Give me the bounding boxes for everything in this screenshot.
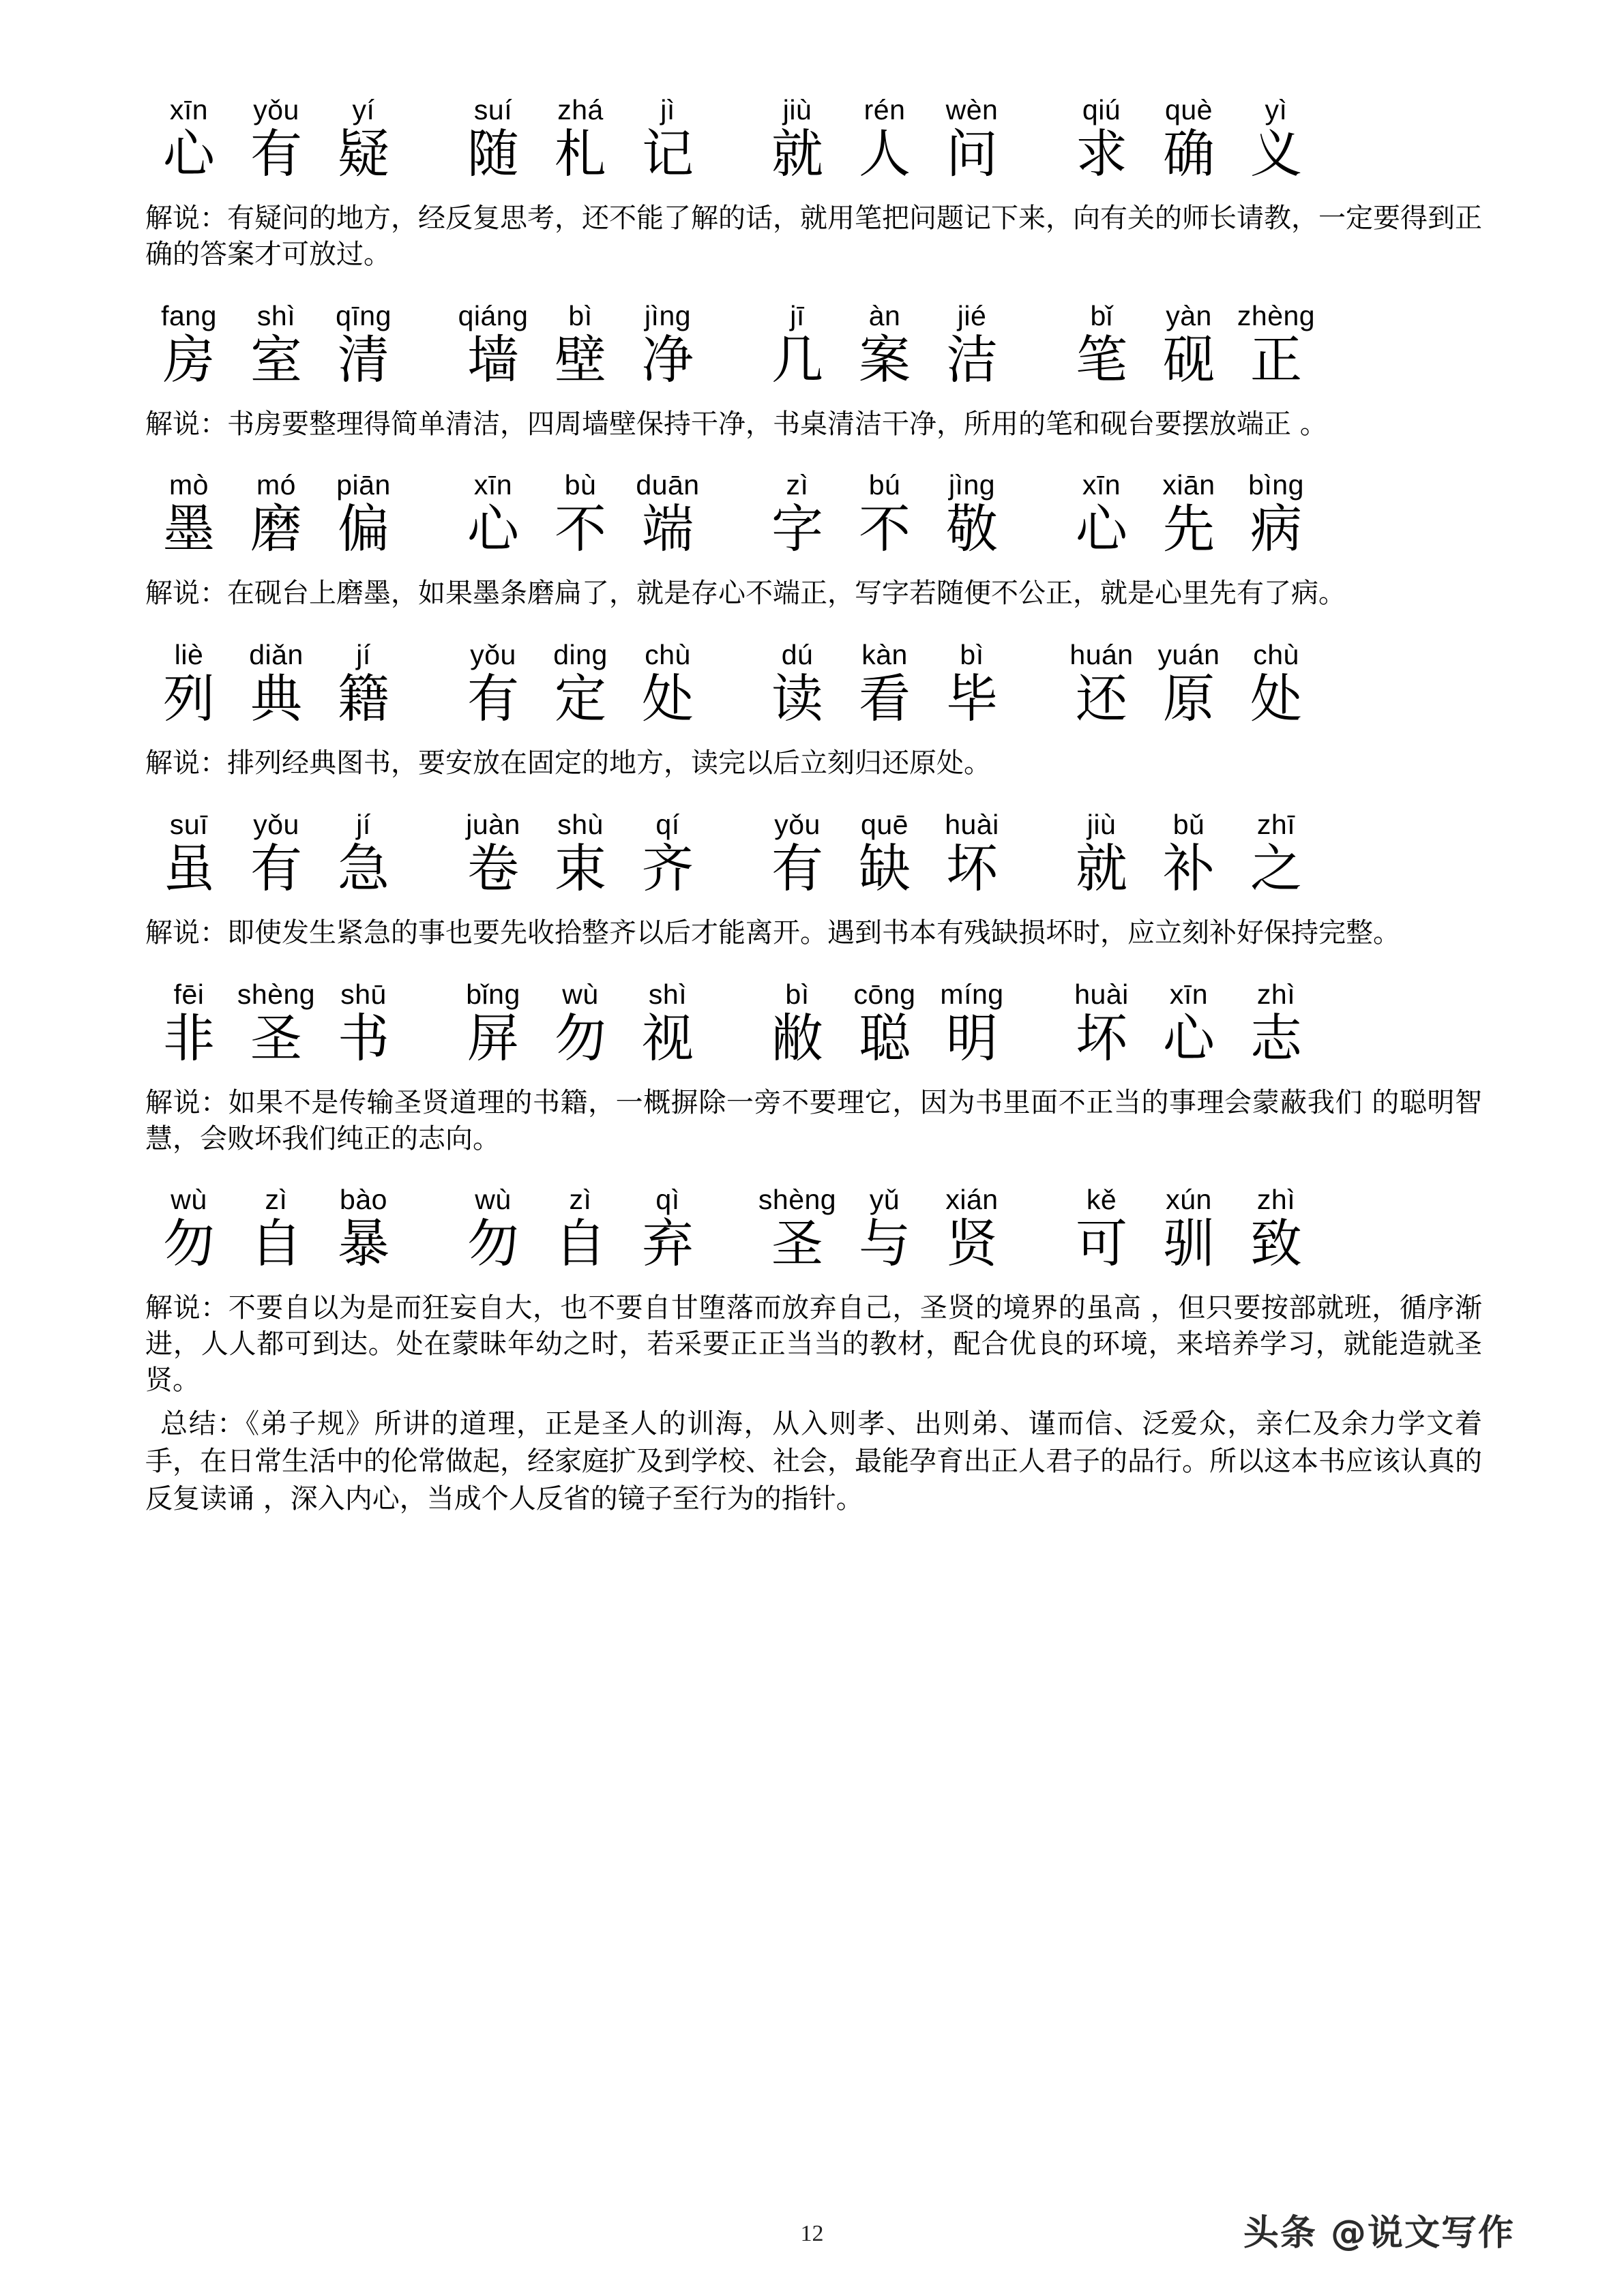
pinyin-syllable: bì xyxy=(960,639,984,671)
hanzi-row xyxy=(145,839,1482,914)
hanzi-phrase xyxy=(754,1214,1016,1273)
pinyin-syllable: bào xyxy=(340,1184,387,1216)
hanzi-character: 确 xyxy=(1163,123,1215,184)
pinyin-syllable: duān xyxy=(636,469,700,501)
hanzi-character: 勿 xyxy=(467,1213,519,1274)
pinyin-syllable: huài xyxy=(1074,978,1129,1010)
hanzi-row xyxy=(145,124,1482,199)
pinyin-syllable: àn xyxy=(868,299,901,331)
pinyin-row xyxy=(145,618,1482,669)
hanzi-phrase xyxy=(145,124,407,183)
pinyin-phrase xyxy=(449,641,711,669)
hanzi-character: 与 xyxy=(859,1213,911,1274)
pinyin-syllable: shì xyxy=(256,299,296,331)
pinyin-syllable: míng xyxy=(940,978,1004,1010)
pinyin-syllable: wù xyxy=(171,1184,207,1216)
page-number: 12 xyxy=(800,2221,824,2246)
pinyin-syllable: zì xyxy=(265,1184,288,1216)
pinyin-syllable: cōng xyxy=(853,978,916,1010)
chapter-summary: 总结：《弟子规》所讲的道理，正是圣人的训海，从入则孝、出则弟、谨而信、泛爱众，亲仁及余力学文着手，在日常生活中的伦常做起，经家庭扩及到学校、社会，最能孕育出正人君子的品行。所以这本书应该认真的反复读诵 ，深入内心，当成个人反省的镜子至行为的指针。 xyxy=(145,1407,1482,1515)
pinyin-syllable: fang xyxy=(161,299,217,331)
hanzi-phrase xyxy=(449,669,711,728)
hanzi-character: 列 xyxy=(163,668,215,730)
pinyin-syllable: jìng xyxy=(948,469,996,501)
pinyin-row xyxy=(145,788,1482,839)
pinyin-syllable: yì xyxy=(1265,94,1288,125)
hanzi-phrase xyxy=(145,1214,407,1273)
pinyin-syllable: jí xyxy=(356,808,371,840)
pinyin-phrase xyxy=(145,808,407,840)
pinyin-syllable: piān xyxy=(336,469,391,501)
pinyin-syllable: zì xyxy=(569,1184,592,1216)
hanzi-row xyxy=(145,1214,1482,1289)
hanzi-row xyxy=(145,1009,1482,1084)
pinyin-row xyxy=(145,74,1482,124)
verse-explanation: 解说：在砚台上磨墨，如果墨条磨扁了，就是存心不端正，写字若随便不公正，就是心里先有了病。 xyxy=(145,578,1346,610)
hanzi-phrase xyxy=(1058,839,1320,898)
pinyin-syllable: bǔ xyxy=(1172,808,1205,840)
hanzi-phrase xyxy=(145,330,407,389)
hanzi-character: 有 xyxy=(250,123,302,184)
hanzi-character: 心 xyxy=(163,123,215,184)
hanzi-character: 疑 xyxy=(338,123,389,184)
pinyin-syllable: qiáng xyxy=(458,299,529,331)
hanzi-character: 几 xyxy=(771,329,823,390)
hanzi-character: 明 xyxy=(946,1007,998,1069)
pinyin-syllable: rén xyxy=(863,94,906,125)
hanzi-character: 还 xyxy=(1076,668,1127,730)
pinyin-syllable: bù xyxy=(564,469,597,501)
hanzi-character: 案 xyxy=(859,329,911,390)
pinyin-phrase xyxy=(1058,471,1320,499)
hanzi-character: 坏 xyxy=(946,837,998,899)
hanzi-character: 心 xyxy=(1076,498,1127,560)
hanzi-character: 不 xyxy=(859,498,911,560)
hanzi-phrase xyxy=(1058,669,1320,728)
hanzi-character: 心 xyxy=(467,498,519,560)
hanzi-character: 端 xyxy=(642,498,694,560)
watermark: 头条 @说文写作 xyxy=(1243,2213,1515,2254)
pinyin-syllable: zì xyxy=(786,469,809,501)
pinyin-phrase xyxy=(449,299,711,331)
pinyin-syllable: shèng xyxy=(758,1184,837,1216)
pinyin-syllable: qīng xyxy=(336,299,392,331)
hanzi-character: 驯 xyxy=(1163,1213,1215,1274)
hanzi-character: 可 xyxy=(1076,1213,1127,1274)
pinyin-phrase xyxy=(754,471,1016,499)
pinyin-row xyxy=(145,958,1482,1009)
pinyin-syllable: bì xyxy=(568,299,593,331)
pinyin-phrase xyxy=(145,471,407,499)
pinyin-phrase xyxy=(449,471,711,499)
pinyin-syllable: kě xyxy=(1086,1184,1117,1216)
pinyin-phrase xyxy=(145,978,407,1010)
hanzi-character: 非 xyxy=(163,1007,215,1069)
hanzi-character: 勿 xyxy=(163,1213,215,1274)
hanzi-character: 之 xyxy=(1250,837,1302,899)
hanzi-character: 净 xyxy=(642,329,694,390)
pinyin-phrase xyxy=(754,641,1016,669)
hanzi-row xyxy=(145,499,1482,574)
hanzi-row xyxy=(145,330,1482,405)
hanzi-character: 读 xyxy=(771,668,823,730)
hanzi-character: 急 xyxy=(338,837,389,899)
verse-explanation: 解说：即使发生紧急的事也要先收拾整齐以后才能离开。遇到书本有残缺损坏时，应立刻补好保持完整。 xyxy=(145,916,1400,949)
hanzi-character: 圣 xyxy=(771,1213,823,1274)
pinyin-phrase xyxy=(754,978,1016,1010)
verse-explanation: 解说：书房要整理得简单清洁，四周墙壁保持干净，书桌清洁干净，所用的笔和砚台要摆放端正 。 xyxy=(145,408,1327,440)
hanzi-phrase xyxy=(1058,124,1320,183)
hanzi-character: 处 xyxy=(1250,668,1302,730)
pinyin-syllable: jí xyxy=(356,639,371,671)
hanzi-character: 墨 xyxy=(163,498,215,560)
hanzi-row xyxy=(145,669,1482,744)
hanzi-phrase xyxy=(754,1009,1016,1068)
hanzi-character: 齐 xyxy=(642,837,694,899)
hanzi-character: 清 xyxy=(338,329,389,390)
hanzi-character: 砚 xyxy=(1163,329,1215,390)
pinyin-phrase xyxy=(1058,641,1320,669)
hanzi-character: 磨 xyxy=(250,498,302,560)
page-content xyxy=(145,74,1482,1518)
pinyin-phrase xyxy=(754,96,1016,124)
hanzi-character: 求 xyxy=(1076,123,1127,184)
hanzi-character: 正 xyxy=(1250,329,1302,390)
pinyin-syllable: jié xyxy=(957,299,987,331)
hanzi-phrase xyxy=(754,330,1016,389)
hanzi-character: 有 xyxy=(250,837,302,899)
pinyin-phrase xyxy=(754,299,1016,331)
hanzi-character: 有 xyxy=(771,837,823,899)
hanzi-character: 墙 xyxy=(467,329,519,390)
hanzi-character: 坏 xyxy=(1076,1007,1127,1069)
pinyin-syllable: chù xyxy=(1253,639,1299,671)
hanzi-phrase xyxy=(1058,1214,1320,1273)
pinyin-syllable: ding xyxy=(553,639,608,671)
pinyin-syllable: bì xyxy=(785,978,810,1010)
hanzi-phrase xyxy=(754,124,1016,183)
verse-explanation: 解说：如果不是传输圣贤道理的书籍，一概摒除一旁不要理它，因为书里面不正当的事理会蒙蔽我们 的聪明智慧，会败坏我们纯正的志向。 xyxy=(145,1086,1482,1154)
pinyin-syllable: suí xyxy=(473,94,513,125)
pinyin-syllable: juàn xyxy=(466,808,520,840)
hanzi-character: 敝 xyxy=(771,1007,823,1069)
pinyin-syllable: kàn xyxy=(861,639,908,671)
pinyin-syllable: wèn xyxy=(945,94,999,125)
pinyin-phrase xyxy=(1058,808,1320,840)
pinyin-syllable: liè xyxy=(174,639,204,671)
pinyin-phrase xyxy=(754,808,1016,840)
hanzi-character: 典 xyxy=(250,668,302,730)
pinyin-syllable: xún xyxy=(1166,1184,1212,1216)
hanzi-character: 定 xyxy=(555,668,606,730)
hanzi-character: 人 xyxy=(859,123,911,184)
hanzi-phrase xyxy=(754,839,1016,898)
pinyin-row xyxy=(145,1163,1482,1214)
pinyin-syllable: yǒu xyxy=(774,808,821,840)
hanzi-character: 屏 xyxy=(467,1007,519,1069)
pinyin-syllable: wù xyxy=(562,978,599,1010)
pinyin-syllable: mò xyxy=(169,469,209,501)
hanzi-character: 问 xyxy=(946,123,998,184)
pinyin-syllable: dú xyxy=(781,639,814,671)
pinyin-syllable: jiù xyxy=(782,94,812,125)
verse-xin-you-yi xyxy=(145,74,1482,273)
pinyin-phrase xyxy=(145,96,407,124)
pinyin-syllable: huán xyxy=(1069,639,1134,671)
hanzi-character: 自 xyxy=(250,1213,302,1274)
pinyin-syllable: diǎn xyxy=(249,639,304,671)
hanzi-phrase xyxy=(145,499,407,558)
pinyin-syllable: suī xyxy=(169,808,209,840)
hanzi-character: 勿 xyxy=(555,1007,606,1069)
hanzi-character: 偏 xyxy=(338,498,389,560)
pinyin-syllable: jī xyxy=(790,299,805,331)
verse-lie-dian-ji xyxy=(145,618,1482,781)
hanzi-character: 视 xyxy=(642,1007,694,1069)
hanzi-character: 病 xyxy=(1250,498,1302,560)
verse-mo-mo-pian xyxy=(145,449,1482,612)
pinyin-phrase xyxy=(1058,96,1320,124)
pinyin-syllable: shèng xyxy=(237,978,316,1010)
pinyin-phrase xyxy=(449,808,711,840)
pinyin-syllable: huài xyxy=(945,808,999,840)
pinyin-syllable: xīn xyxy=(1082,469,1121,501)
pinyin-syllable: shū xyxy=(340,978,387,1010)
verse-explanation: 解说：不要自以为是而狂妄自大，也不要自甘堕落而放弃自己，圣贤的境界的虽高 ，但只要按部就班，循序渐进，人人都可到达。处在蒙昧年幼之时，若采要正正当当的教材，配合优良的环境，来培养学习，就能造就圣贤。 xyxy=(145,1292,1482,1396)
hanzi-character: 卷 xyxy=(467,837,519,899)
pinyin-syllable: qiú xyxy=(1082,94,1121,125)
hanzi-character: 补 xyxy=(1163,837,1215,899)
hanzi-character: 室 xyxy=(250,329,302,390)
pinyin-syllable: shù xyxy=(557,808,604,840)
pinyin-syllable: bú xyxy=(868,469,901,501)
hanzi-phrase xyxy=(449,1214,711,1273)
hanzi-character: 房 xyxy=(163,329,215,390)
pinyin-phrase xyxy=(449,978,711,1010)
hanzi-character: 圣 xyxy=(250,1007,302,1069)
pinyin-row xyxy=(145,280,1482,330)
pinyin-syllable: bìng xyxy=(1248,469,1304,501)
pinyin-syllable: xián xyxy=(945,1184,999,1216)
pinyin-syllable: yǒu xyxy=(253,94,299,125)
pinyin-phrase xyxy=(145,1186,407,1214)
pinyin-phrase xyxy=(1058,299,1320,331)
hanzi-character: 先 xyxy=(1163,498,1215,560)
hanzi-character: 原 xyxy=(1163,668,1215,730)
pinyin-syllable: yí xyxy=(352,94,375,125)
hanzi-phrase xyxy=(449,499,711,558)
hanzi-character: 不 xyxy=(555,498,606,560)
hanzi-character: 毕 xyxy=(946,668,998,730)
hanzi-character: 笔 xyxy=(1076,329,1127,390)
pinyin-syllable: yuán xyxy=(1157,639,1220,671)
hanzi-character: 看 xyxy=(859,668,911,730)
hanzi-character: 聪 xyxy=(859,1007,911,1069)
pinyin-syllable: zhì xyxy=(1256,978,1296,1010)
pinyin-syllable: zhá xyxy=(557,94,604,125)
pinyin-phrase xyxy=(754,1186,1016,1214)
pinyin-phrase xyxy=(145,299,407,331)
hanzi-phrase xyxy=(145,669,407,728)
verse-explanation: 解说：排列经典图书，要安放在固定的地方，读完以后立刻归还原处。 xyxy=(145,747,991,779)
pinyin-syllable: xiān xyxy=(1162,469,1215,501)
verse-wu-zi-bao xyxy=(145,1163,1482,1398)
hanzi-character: 有 xyxy=(467,668,519,730)
pinyin-syllable: mó xyxy=(256,469,296,501)
pinyin-syllable: quē xyxy=(861,808,909,840)
pinyin-row xyxy=(145,449,1482,499)
pinyin-phrase xyxy=(449,1186,711,1214)
hanzi-character: 籍 xyxy=(338,668,389,730)
hanzi-character: 弃 xyxy=(642,1213,694,1274)
hanzi-character: 束 xyxy=(555,837,606,899)
hanzi-phrase xyxy=(754,499,1016,558)
hanzi-character: 心 xyxy=(1163,1007,1215,1069)
pinyin-syllable: bǐng xyxy=(466,978,520,1010)
pinyin-syllable: yǒu xyxy=(470,639,516,671)
verse-fang-shi-qing xyxy=(145,280,1482,443)
pinyin-syllable: yàn xyxy=(1166,299,1212,331)
pinyin-syllable: qí xyxy=(655,808,680,840)
hanzi-phrase xyxy=(449,124,711,183)
hanzi-phrase xyxy=(1058,499,1320,558)
hanzi-phrase xyxy=(449,839,711,898)
hanzi-character: 字 xyxy=(771,498,823,560)
pinyin-syllable: zhī xyxy=(1256,808,1296,840)
pinyin-phrase xyxy=(145,641,407,669)
hanzi-phrase xyxy=(1058,330,1320,389)
hanzi-character: 札 xyxy=(555,123,606,184)
hanzi-character: 壁 xyxy=(555,329,606,390)
pinyin-syllable: qì xyxy=(655,1184,680,1216)
hanzi-phrase xyxy=(1058,1009,1320,1068)
hanzi-character: 义 xyxy=(1250,123,1302,184)
hanzi-phrase xyxy=(449,1009,711,1068)
pinyin-syllable: jì xyxy=(660,94,675,125)
hanzi-character: 处 xyxy=(642,668,694,730)
pinyin-syllable: jiù xyxy=(1087,808,1117,840)
pinyin-syllable: bǐ xyxy=(1090,299,1113,331)
hanzi-character: 致 xyxy=(1250,1213,1302,1274)
hanzi-character: 书 xyxy=(338,1007,389,1069)
verse-fei-sheng-shu xyxy=(145,958,1482,1157)
hanzi-character: 自 xyxy=(555,1213,606,1274)
verse-sui-you-ji xyxy=(145,788,1482,951)
pinyin-phrase xyxy=(449,96,711,124)
pinyin-syllable: xīn xyxy=(169,94,209,125)
hanzi-phrase xyxy=(449,330,711,389)
pinyin-phrase xyxy=(1058,978,1320,1010)
hanzi-character: 洁 xyxy=(946,329,998,390)
pinyin-syllable: shì xyxy=(648,978,688,1010)
verse-explanation: 解说：有疑问的地方，经反复思考，还不能了解的话，就用笔把问题记下来，向有关的师长请教，一定要得到正确的答案才可放过。 xyxy=(145,203,1482,270)
pinyin-syllable: yǒu xyxy=(253,808,299,840)
hanzi-phrase xyxy=(754,669,1016,728)
pinyin-syllable: zhì xyxy=(1256,1184,1296,1216)
hanzi-character: 随 xyxy=(467,123,519,184)
hanzi-phrase xyxy=(145,839,407,898)
pinyin-syllable: wù xyxy=(475,1184,512,1216)
pinyin-syllable: xīn xyxy=(473,469,513,501)
pinyin-syllable: yǔ xyxy=(869,1184,900,1216)
hanzi-character: 记 xyxy=(642,123,694,184)
pinyin-syllable: chù xyxy=(645,639,691,671)
pinyin-syllable: zhèng xyxy=(1237,299,1316,331)
hanzi-character: 贤 xyxy=(946,1213,998,1274)
hanzi-character: 虽 xyxy=(163,837,215,899)
hanzi-character: 就 xyxy=(1076,837,1127,899)
pinyin-syllable: fēi xyxy=(173,978,205,1010)
pinyin-syllable: què xyxy=(1165,94,1213,125)
pinyin-syllable: xīn xyxy=(1169,978,1209,1010)
pinyin-phrase xyxy=(1058,1186,1320,1214)
hanzi-phrase xyxy=(145,1009,407,1068)
hanzi-character: 暴 xyxy=(338,1213,389,1274)
hanzi-character: 敬 xyxy=(946,498,998,560)
hanzi-character: 缺 xyxy=(859,837,911,899)
pinyin-syllable: jìng xyxy=(644,299,692,331)
hanzi-character: 志 xyxy=(1250,1007,1302,1069)
hanzi-character: 就 xyxy=(771,123,823,184)
